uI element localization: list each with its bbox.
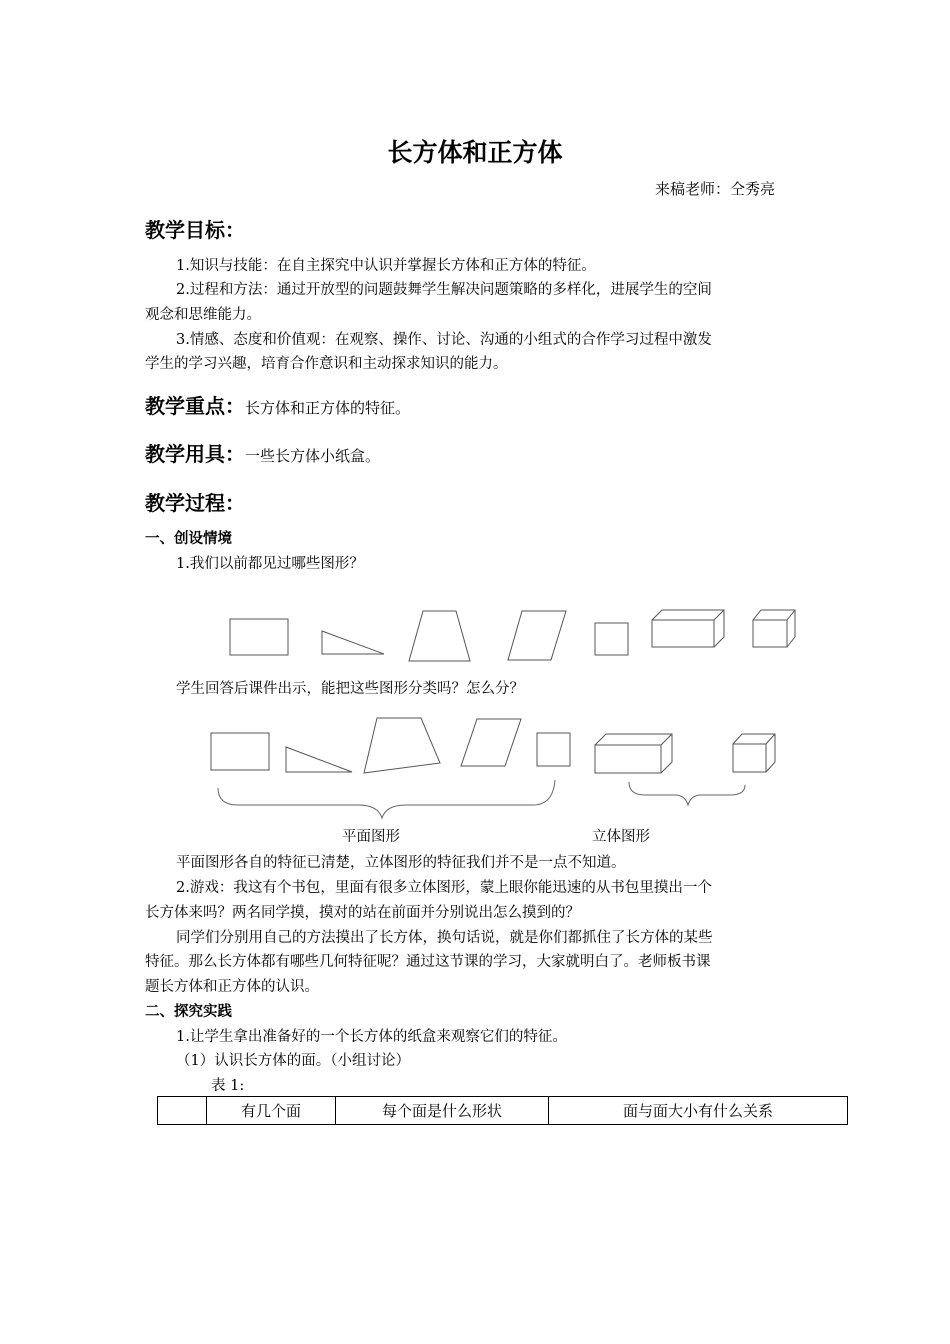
- cube-shape: [753, 610, 795, 647]
- author-line: 来稿老师：仝秀亮: [655, 180, 776, 198]
- faces-table: [157, 1096, 848, 1125]
- section1-question-2: 学生回答后课件出示，能把这些图形分类吗？怎么分？: [176, 681, 524, 697]
- table-header-cell: 面与面大小有什么关系: [549, 1097, 848, 1125]
- plane-brace: [218, 780, 555, 818]
- objective-1: 1.知识与技能：在自主探究中认识并掌握长方体和正方体的特征。: [176, 258, 596, 274]
- triangle-shape-2: [286, 747, 352, 772]
- section2-paragraph-1: 1.让学生拿出准备好的一个长方体的纸盒来观察它们的特征。: [176, 1029, 567, 1045]
- objective-3: 3.情感、态度和价值观：在观察、操作、讨论、沟通的小组式的合作学习过程中激发: [176, 332, 712, 348]
- section2-heading: 二、探究实践: [145, 1004, 232, 1020]
- key-point-text: 长方体和正方体的特征。: [245, 399, 411, 417]
- tools-heading: 教学用具：: [145, 442, 245, 466]
- section1-paragraph-1: 平面图形各自的特征已清楚，立体图形的特征我们并不是一点不知道。: [176, 855, 626, 871]
- triangle-shape: [322, 631, 384, 654]
- cube-shape-2: [733, 734, 775, 772]
- objective-2-cont: 观念和思维能力。: [145, 307, 261, 323]
- tools-text: 一些长方体小纸盒。: [245, 447, 381, 465]
- section1-paragraph-3: 同学们分别用自己的方法摸出了长方体，换句话说，就是你们都抓住了长方体的某些: [176, 930, 713, 946]
- section1-paragraph-3-cont: 特征。那么长方体都有哪些几何特征呢？通过这节课的学习，大家就明白了。老师板书课: [145, 954, 711, 970]
- section1-paragraph-2: 2.游戏：我这有个书包，里面有很多立体图形，蒙上眼你能迅速的从书包里摸出一个: [176, 880, 712, 896]
- key-point-heading: 教学重点：: [145, 394, 245, 418]
- section2-paragraph-2: （1）认识长方体的面。（小组讨论）: [176, 1053, 410, 1069]
- table-header-row: [158, 1097, 848, 1125]
- solid-brace: [629, 782, 745, 805]
- section1-question-1: 1.我们以前都见过哪些图形？: [176, 556, 364, 572]
- parallelogram-shape: [508, 611, 566, 660]
- table-header-cell: 每个面是什么形状: [336, 1097, 549, 1125]
- section1-paragraph-3-end: 题长方体和正方体的认识。: [145, 979, 319, 995]
- table-caption: 表 1:: [211, 1078, 245, 1094]
- page-title: 长方体和正方体: [387, 138, 563, 167]
- objectives-heading: 教学目标：: [145, 218, 245, 242]
- process-heading: 教学过程：: [145, 491, 245, 515]
- square-shape-2: [537, 733, 570, 766]
- table-header-cell: 有几个面: [207, 1097, 336, 1125]
- solid-figures-label: 立体图形: [592, 829, 650, 845]
- plane-figures-label: 平面图形: [342, 829, 400, 845]
- cuboid-shape-2: [595, 734, 672, 773]
- parallelogram-shape-2: [461, 719, 521, 766]
- section1-paragraph-2-cont: 长方体来吗？两名同学摸，摸对的站在前面并分别说出怎么摸到的？: [145, 905, 580, 921]
- rectangle-shape-2: [211, 733, 269, 770]
- trapezoid-shape-2: [364, 718, 440, 773]
- rectangle-shape: [230, 619, 288, 655]
- table-header-cell: [158, 1097, 207, 1125]
- objective-2: 2.过程和方法：通过开放型的问题鼓舞学生解决问题策略的多样化，进展学生的空间: [176, 282, 712, 298]
- objective-3-cont: 学生的学习兴趣，培育合作意识和主动探求知识的能力。: [145, 356, 508, 372]
- square-shape: [595, 623, 628, 655]
- cuboid-shape: [652, 610, 724, 647]
- section1-heading: 一、创设情境: [145, 531, 232, 547]
- trapezoid-shape: [409, 611, 470, 661]
